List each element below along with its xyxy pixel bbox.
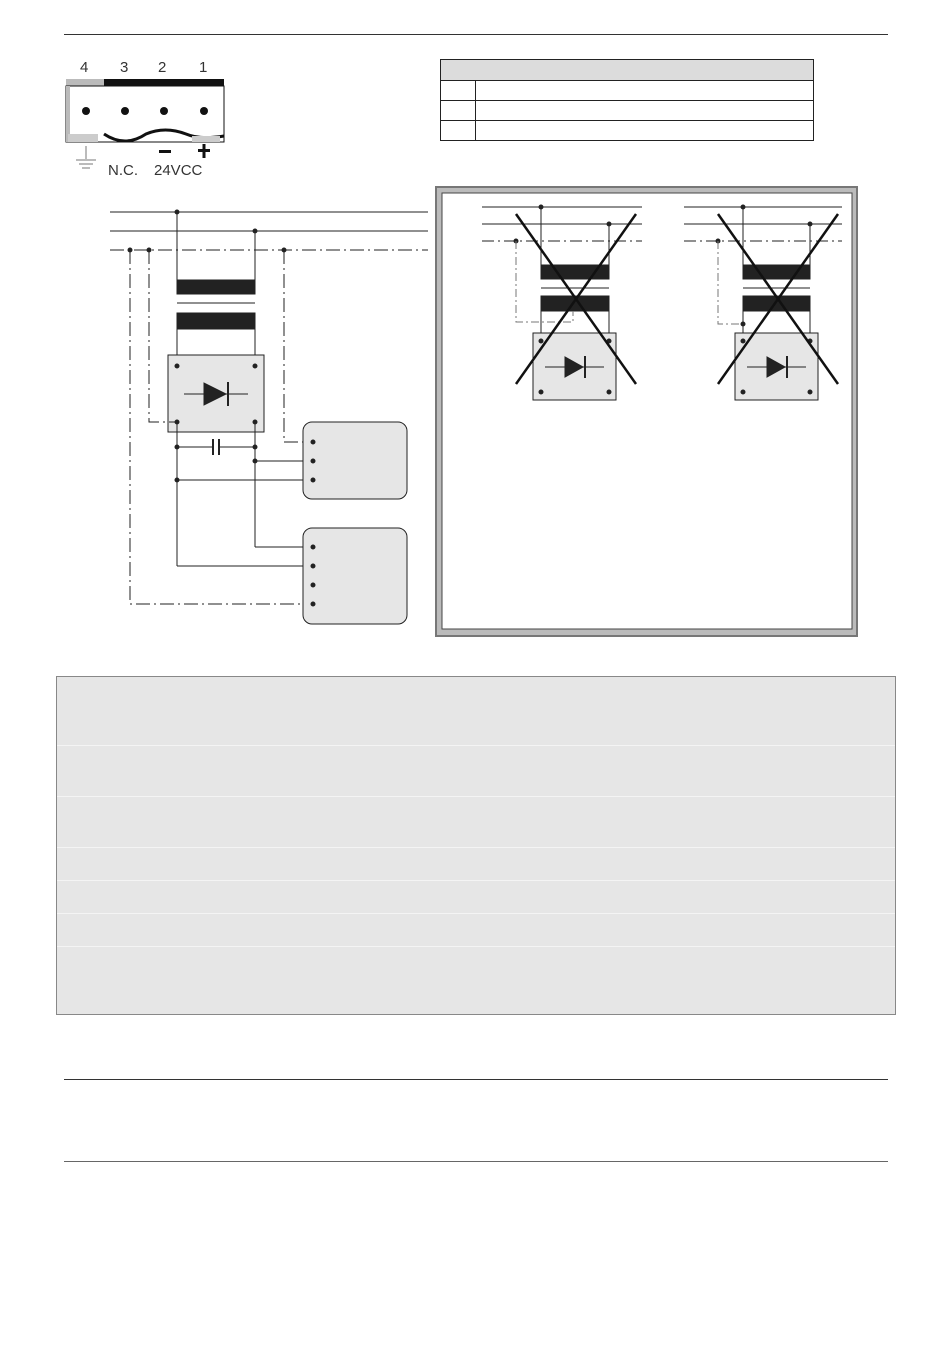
info-row <box>57 677 895 746</box>
info-row <box>57 914 895 947</box>
pin-hole-1 <box>200 107 208 115</box>
capacitor-icon <box>213 439 219 455</box>
pin-hole-4 <box>82 107 90 115</box>
info-row <box>57 947 895 997</box>
pin-number-3: 3 <box>120 59 129 76</box>
info-row <box>57 848 895 881</box>
voltage-label: 24VCC <box>154 162 203 179</box>
pin-number-1: 1 <box>199 59 208 76</box>
coil-top <box>177 280 255 294</box>
ground-symbol-icon <box>76 146 96 168</box>
pin-number-2: 2 <box>158 59 167 76</box>
incorrect-wiring-panel <box>435 186 858 637</box>
nc-label: N.C. <box>108 162 138 179</box>
controller-module-2 <box>303 528 407 624</box>
info-row <box>57 797 895 848</box>
pin-table-row <box>441 81 814 101</box>
terminal-connector <box>66 59 224 179</box>
pin-number-4: 4 <box>80 59 89 76</box>
correct-wiring-diagram <box>110 210 428 624</box>
pin-assignment-table <box>440 59 814 141</box>
bottom-rule-2 <box>64 1161 888 1162</box>
pin-table-row <box>441 121 814 141</box>
info-row <box>57 746 895 797</box>
coil-bottom <box>177 313 255 329</box>
pin-table-header-row <box>441 60 814 81</box>
bottom-rule-1 <box>64 1079 888 1080</box>
pin-table-row <box>441 101 814 121</box>
pin-hole-3 <box>121 107 129 115</box>
minus-icon <box>159 150 171 153</box>
info-row <box>57 881 895 914</box>
controller-module-1 <box>303 422 407 499</box>
pin-table-header <box>441 60 814 81</box>
info-box <box>56 676 896 1015</box>
pin-hole-2 <box>160 107 168 115</box>
